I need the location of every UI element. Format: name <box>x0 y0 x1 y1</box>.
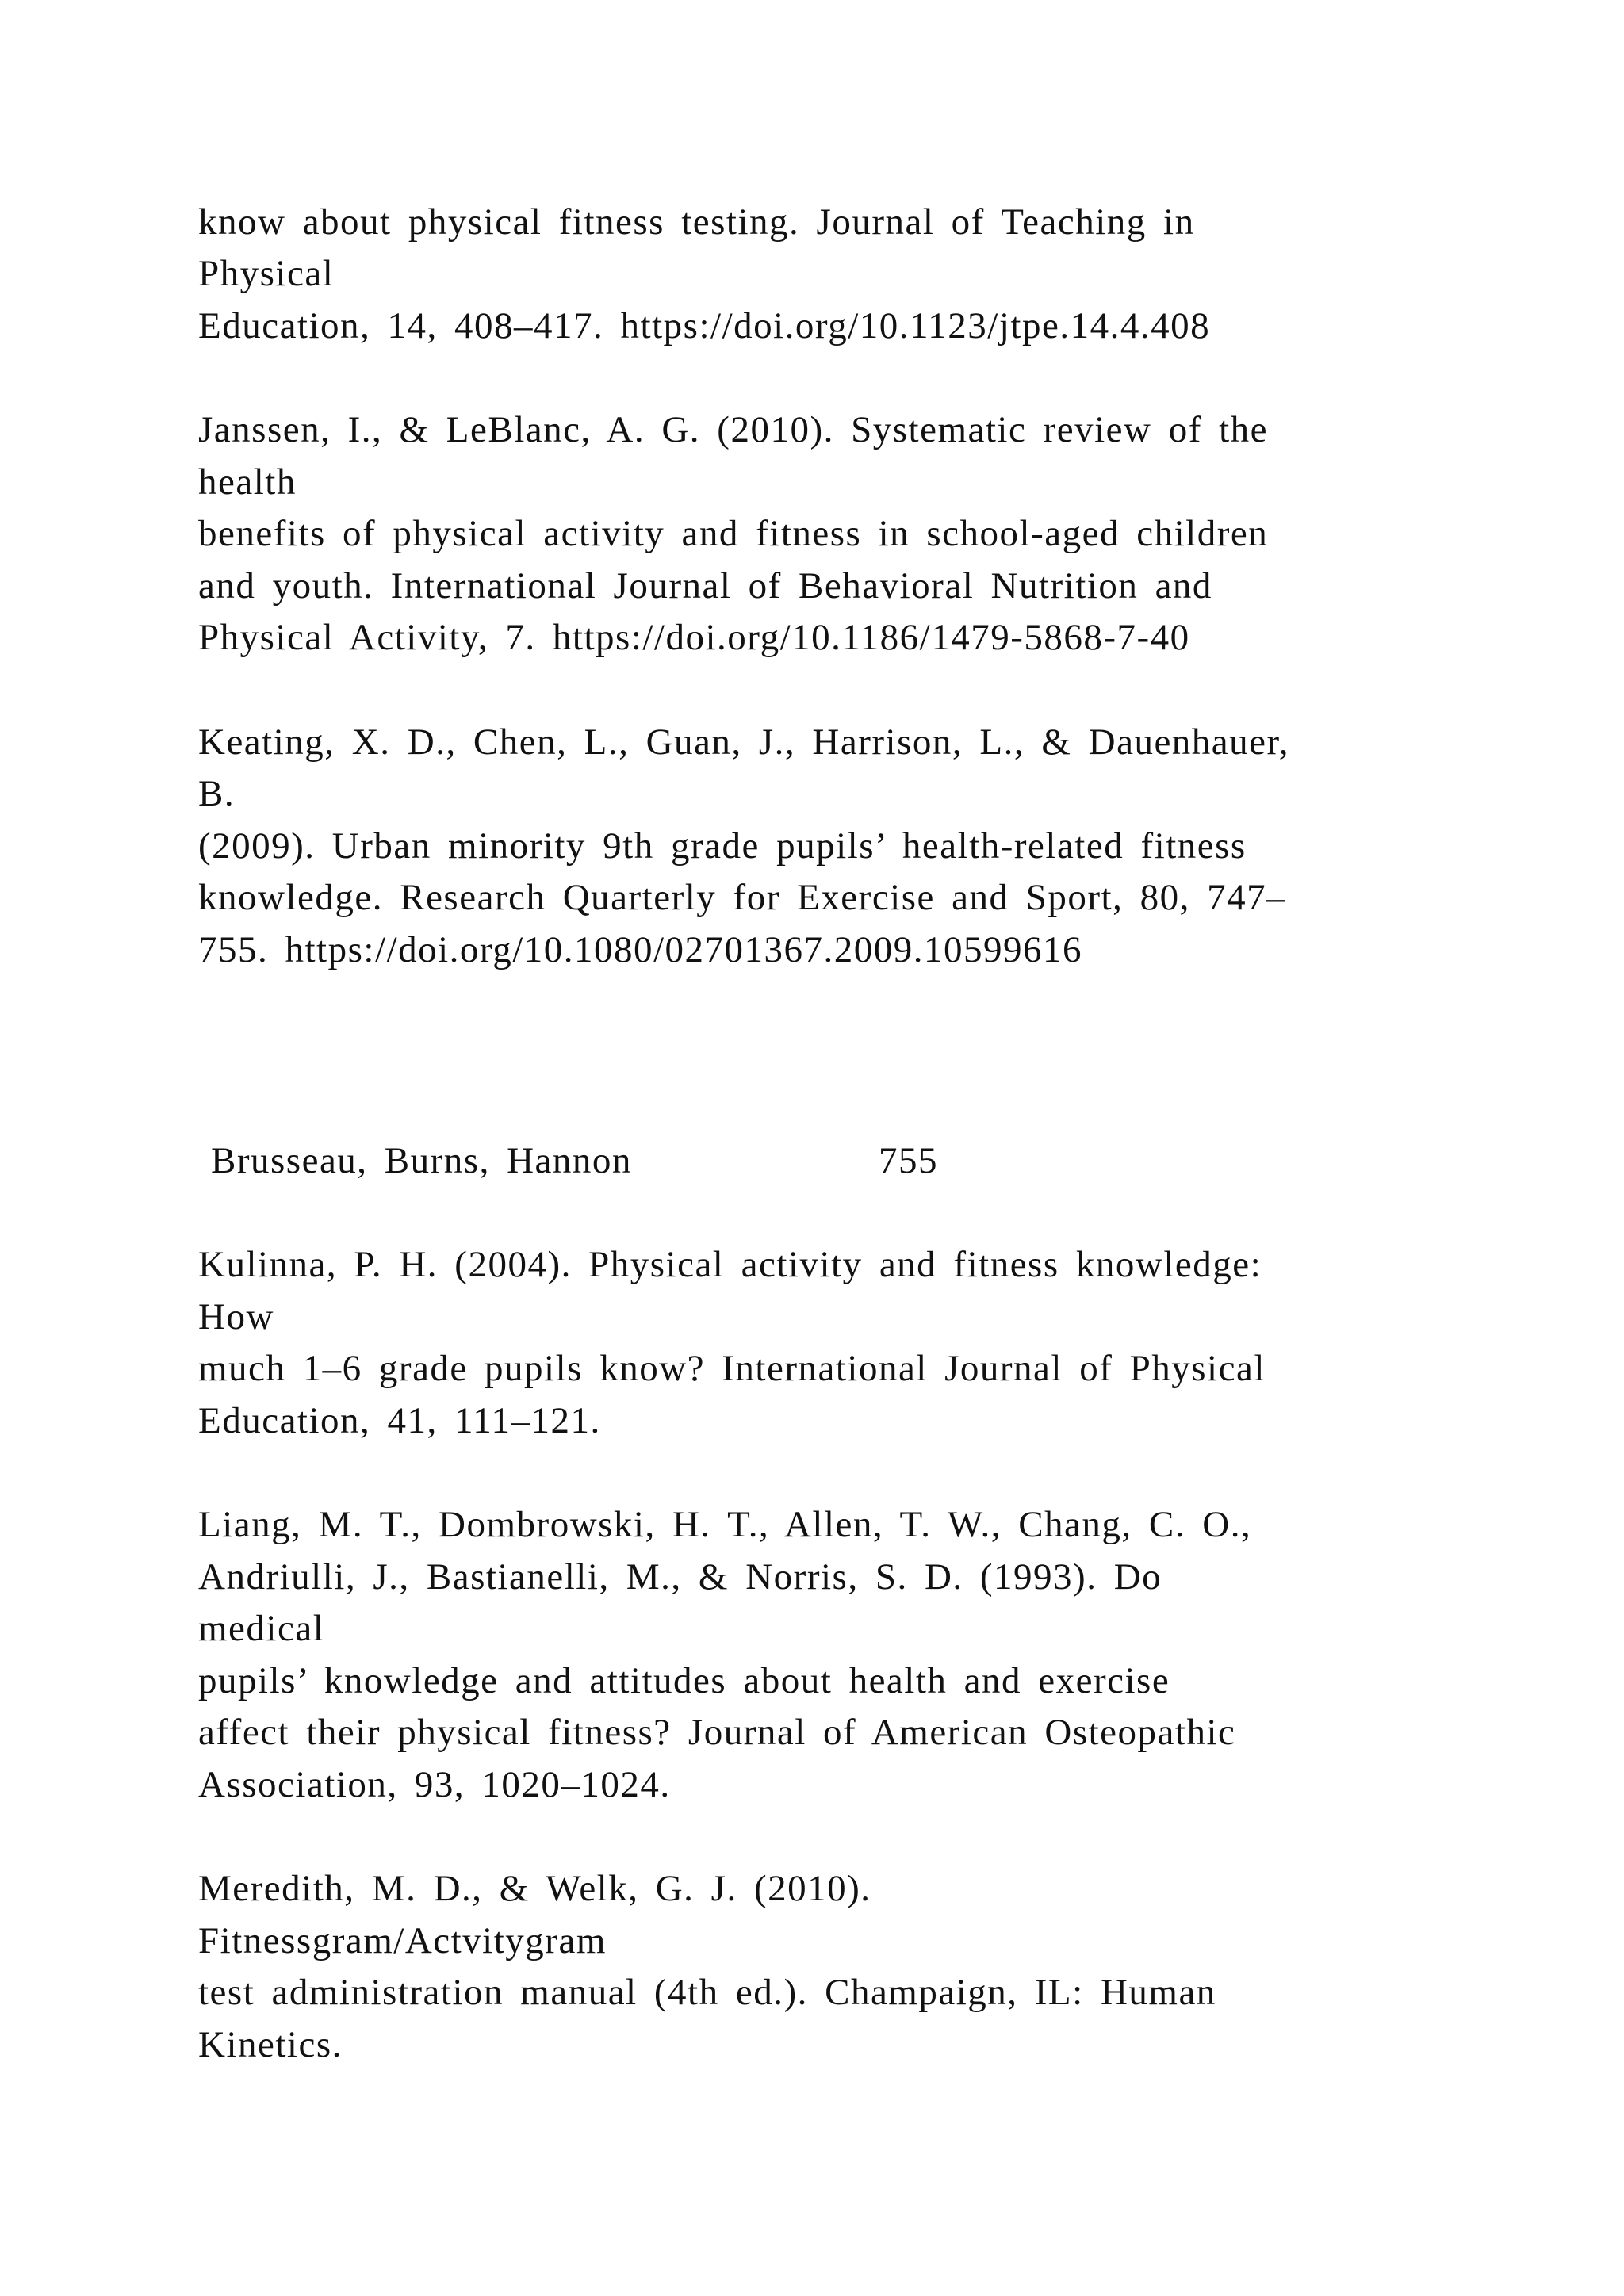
reference-line: Fitnessgram/Actvitygram <box>198 1920 607 1961</box>
reference-line: pupils’ knowledge and attitudes about health and exercise <box>198 1660 1170 1701</box>
reference-line: Association, 93, 1020–1024. <box>198 1764 671 1805</box>
reference-line: Kinetics. <box>198 2024 343 2065</box>
reference-line: affect their physical fitness? Journal of American Osteopathic <box>198 1712 1236 1753</box>
reference-line: Physical Activity, 7. https://doi.org/10.1186/1479-5868-7-40 <box>198 617 1190 658</box>
reference-line: know about physical fitness testing. Journal of Teaching in <box>198 201 1195 243</box>
reference-line: Liang, M. T., Dombrowski, H. T., Allen, T. W., Chang, C. O., <box>198 1504 1252 1545</box>
reference-line: B. <box>198 773 236 814</box>
reference-line: Education, 41, 111–121. <box>198 1400 601 1441</box>
reference-line: much 1–6 grade pupils know? International Journal of Physical <box>198 1348 1266 1389</box>
reference-line: Janssen, I., & LeBlanc, A. G. (2010). Systematic review of the <box>198 409 1269 450</box>
running-footer-authors: Brusseau, Burns, Hannon <box>211 1140 632 1181</box>
page-number: 755 <box>879 1140 938 1181</box>
reference-line: (2009). Urban minority 9th grade pupils’ health-related fitness <box>198 825 1247 867</box>
reference-line: Meredith, M. D., & Welk, G. J. (2010). <box>198 1868 871 1909</box>
reference-line: Kulinna, P. H. (2004). Physical activity and fitness knowledge: <box>198 1244 1262 1285</box>
reference-line: Education, 14, 408–417. https://doi.org/10.1123/jtpe.14.4.408 <box>198 305 1211 346</box>
reference-line: Physical <box>198 253 335 294</box>
reference-line: 755. https://doi.org/10.1080/02701367.2009.10599616 <box>198 929 1083 970</box>
reference-line: test administration manual (4th ed.). Champaign, IL: Human <box>198 1972 1216 2013</box>
reference-line: Keating, X. D., Chen, L., Guan, J., Harrison, L., & Dauenhauer, <box>198 721 1290 763</box>
reference-line: benefits of physical activity and fitness in school-aged children <box>198 513 1269 554</box>
reference-line: knowledge. Research Quarterly for Exercise and Sport, 80, 747– <box>198 877 1287 918</box>
reference-line: How <box>198 1296 274 1337</box>
reference-line: Andriulli, J., Bastianelli, M., & Norris, S. D. (1993). Do <box>198 1556 1162 1598</box>
reference-line: medical <box>198 1608 325 1649</box>
reference-line: health <box>198 461 297 503</box>
reference-line: and youth. International Journal of Behavioral Nutrition and <box>198 565 1212 607</box>
